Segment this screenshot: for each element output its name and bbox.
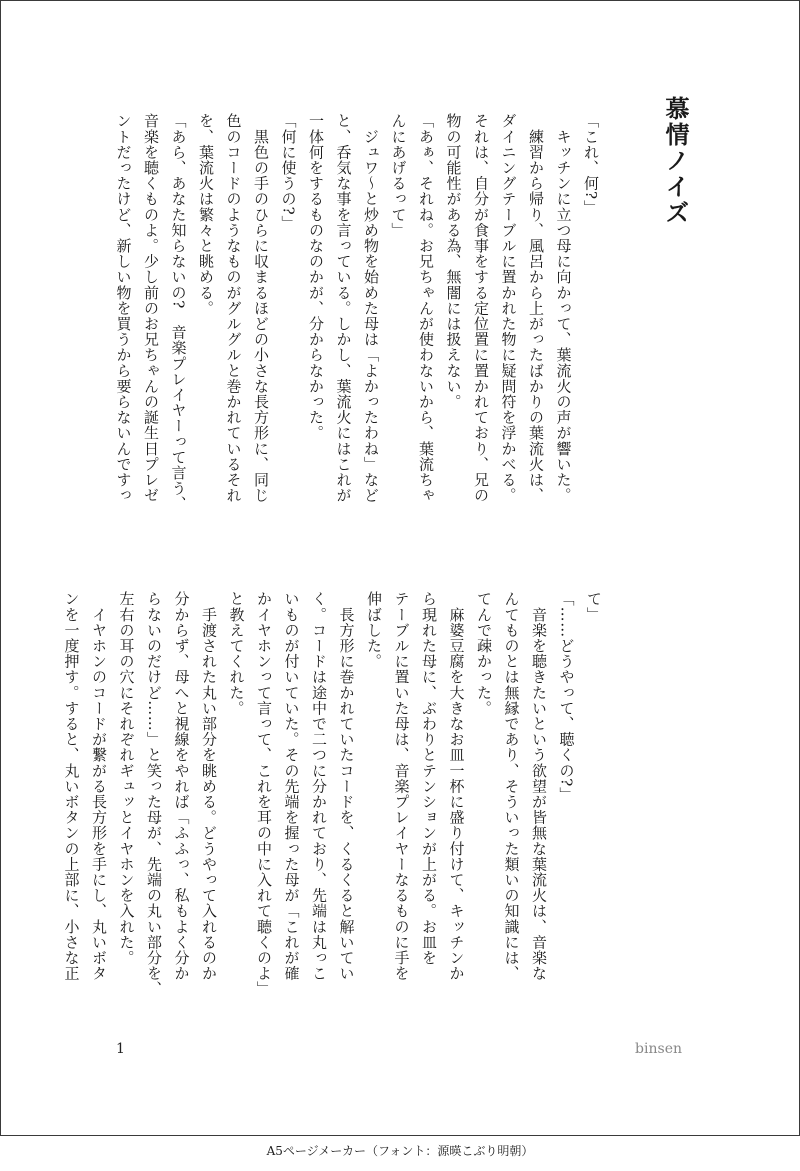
text-line: 「これ、何?」: [582, 113, 600, 216]
text-line: 左右の耳の穴にそれぞれギュッとイヤホンを入れた。: [117, 591, 136, 966]
text-line: キッチンに立つ母に向かって、葉流火の声が響いた。: [554, 113, 573, 503]
text-line: ンを一度押す。すると、丸いボタンの上部に、小さな正: [62, 591, 81, 981]
text-line: かイヤホンって言って、これを耳の中に入れて聴くのよ」: [255, 591, 273, 997]
text-line: てんで疎かった。: [475, 591, 493, 716]
text-line: 黒色の手のひらに収まるほどの小さな長方形に、同じ: [252, 113, 270, 503]
author-name: binsen: [635, 1041, 682, 1057]
page-number: 1: [116, 1041, 125, 1057]
text-line: 音楽を聴きたいという欲望が皆無な葉流火は、音楽な: [530, 591, 548, 981]
text-line: 「あぁ、それね。お兄ちゃんが使わないから、葉流ちゃ: [417, 113, 435, 503]
text-line: を、葉流火は繁々と眺める。: [197, 113, 215, 316]
text-line: テーブルに置いた母は、音楽プレイヤーなるものに手を: [392, 591, 411, 981]
text-line: 練習から帰り、風呂から上がったばかりの葉流火は、: [527, 113, 545, 503]
text-line: 色のコードのようなものがグルグルと巻かれているそれ: [224, 113, 243, 503]
text-line: 一体何をするものなのかが、分からなかった。: [307, 113, 325, 441]
text-line: イヤホンのコードが繋がる長方形を手にし、丸いボタ: [90, 591, 108, 981]
text-line: 物の可能性がある為、無闇には扱えない。: [444, 113, 463, 410]
text-line: ジュワ〜と炒め物を始めた母は「よかったわね」など: [362, 113, 380, 503]
text-block-top: [104, 113, 604, 541]
text-line: んてものとは無縁であり、そういった類いの知識には、: [502, 591, 521, 981]
text-line: く。コードは途中で二つに分かれており、先端は丸っこ: [310, 591, 328, 981]
text-line: 麻婆豆腐を大きなお皿一杯に盛り付けて、キッチンか: [447, 591, 466, 981]
text-line: ダイニングテーブルに置かれた物に疑問符を浮かべる。: [499, 113, 518, 503]
text-line: 音楽を聴くものよ。少し前のお兄ちゃんの誕生日プレゼ: [142, 113, 160, 503]
text-line: 伸ばした。: [365, 591, 383, 669]
text-line: んにあげるって」: [389, 113, 408, 238]
footer-caption: A5ページメーカー（フォント：源暎こぶり明朝）: [266, 1144, 534, 1158]
text-line: いものが付いていた。その先端を握った母が「これが確: [282, 591, 301, 981]
text-line: て」: [585, 591, 603, 623]
document-title: 慕情ノイズ: [661, 96, 690, 226]
text-line: らないのだけど……」と笑った母が、先端の丸い部分を、: [145, 591, 163, 997]
text-line: 「何に使うの?」: [279, 113, 298, 231]
text-line: それは、自分が食事をする定位置に置かれており、兄の: [472, 113, 490, 503]
text-line: と、呑気な事を言っている。しかし、葉流火にはこれが: [334, 113, 353, 503]
text-line: 分からず、母へと視線をやれば「ふふっ、私もよく分か: [172, 591, 191, 981]
text-line: 手渡された丸い部分を眺める。どうやって入れるのか: [200, 591, 218, 981]
text-line: ら現れた母に、ぶわりとテンションが上がる。お皿を: [420, 591, 438, 966]
text-line: 「あら、あなた知らないの? 音楽プレイヤーって言う、: [169, 113, 188, 512]
text-line: 長方形に巻かれていたコードを、くるくると解いてい: [337, 591, 356, 981]
text-line: と教えてくれた。: [227, 591, 246, 716]
text-block-bottom: [62, 591, 607, 1023]
text-line: ントだったけど、新しい物を買うから要らないんですっ: [114, 113, 133, 503]
text-line: 「……どうやって、聴くの?」: [557, 591, 576, 803]
